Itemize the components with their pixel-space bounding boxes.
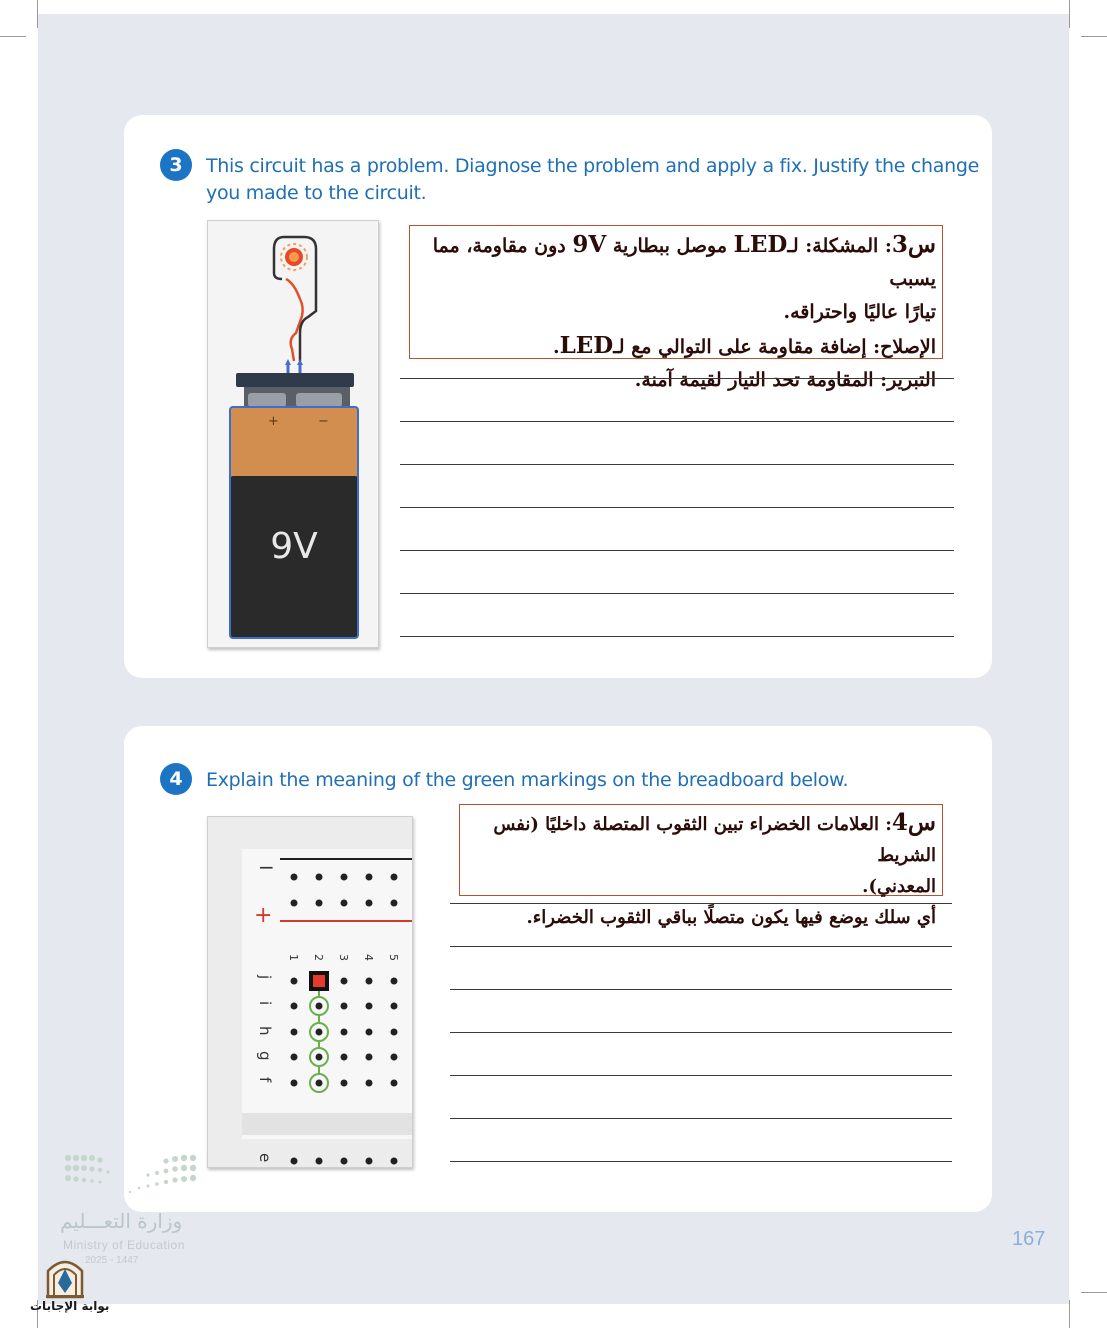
answer-3-line-1: س3: المشكلة: لـLED موصل ببطارية 9V دون مقاومة، مما يسبب [432, 231, 936, 290]
portal-name: بوابة الإجابات [30, 1299, 110, 1313]
answer-3-line-2: تيارًا عاليًا واحتراقه. [783, 301, 936, 323]
battery-voltage-label: 9V [270, 526, 318, 567]
answer-4-line-1: س4: العلامات الخضراء تبين الثقوب المتصلة داخليًا (نفس الشريط [493, 809, 936, 866]
answer-line[interactable] [450, 1118, 952, 1119]
crop-mark [1069, 1300, 1070, 1328]
breadboard-image [207, 816, 413, 1168]
column-number: 2 [312, 954, 325, 961]
question-number-badge: 4 [160, 763, 192, 795]
row-letter: j [256, 975, 274, 980]
answer-line[interactable] [400, 550, 954, 551]
column-number: 4 [362, 954, 375, 961]
crop-mark [1081, 36, 1107, 37]
answer-line[interactable] [450, 1032, 952, 1033]
answer-4-line-2: المعدني). [862, 876, 936, 897]
battery-led-circuit-illustration [208, 221, 378, 647]
battery-minus-label: − [318, 414, 329, 429]
row-letter: g [256, 1051, 274, 1061]
answer-line[interactable] [400, 636, 954, 637]
row-letter: h [256, 1026, 274, 1036]
question-3-answer-box [409, 225, 943, 391]
column-number: 1 [287, 954, 300, 961]
question-number-badge: 3 [160, 149, 192, 181]
answer-line[interactable] [450, 1161, 952, 1162]
row-letter: i [256, 1001, 274, 1006]
ministry-year: 2025 - 1447 [85, 1255, 139, 1266]
answer-line[interactable] [400, 464, 954, 465]
crop-mark [1081, 1292, 1107, 1293]
circuit-image [207, 220, 379, 648]
question-3-text-line-2: you made to the circuit. [206, 182, 427, 204]
breadboard-illustration [208, 817, 412, 1167]
crop-mark [37, 0, 38, 28]
ministry-name-english: Ministry of Education [63, 1238, 185, 1252]
question-3-text-line-1: This circuit has a problem. Diagnose the problem and apply a fix. Justify the change [206, 155, 979, 177]
row-letter: f [256, 1077, 274, 1083]
answer-3-line-4: التبرير: المقاومة تحد التيار لقيمة آمنة. [634, 369, 936, 391]
battery-plus-label: + [268, 414, 279, 429]
question-4-text: Explain the meaning of the green markings on the breadboard below. [206, 769, 849, 791]
answer-line[interactable] [400, 421, 954, 422]
row-letter: e [256, 1153, 274, 1163]
crop-mark [0, 36, 26, 37]
answer-line[interactable] [400, 593, 954, 594]
answer-line[interactable] [400, 507, 954, 508]
rail-minus-label: − [258, 855, 275, 879]
answer-line[interactable] [450, 903, 952, 904]
crop-mark [1069, 0, 1070, 28]
question-4-answer-box [459, 804, 943, 928]
answer-line[interactable] [450, 1075, 952, 1076]
ministry-logo-dots-icon [62, 1152, 202, 1200]
answer-line[interactable] [400, 378, 954, 379]
answer-4-line-3: أي سلك يوضع فيها يكون متصلًا بباقي الثقوب الخضراء. [526, 907, 936, 928]
column-number: 5 [387, 954, 400, 961]
question-3-text [206, 153, 986, 207]
ministry-name-arabic: وزارة التعـــليم [60, 1209, 183, 1233]
question-4-card [124, 726, 992, 1212]
answer-line[interactable] [450, 989, 952, 990]
question-3-card [124, 115, 992, 678]
answer-line[interactable] [450, 946, 952, 947]
column-number: 3 [337, 954, 350, 961]
rail-plus-label: + [254, 903, 273, 928]
page-number: 167 [1012, 1228, 1046, 1250]
answer-3-line-3: الإصلاح: إضافة مقاومة على التوالي مع لـLED. [552, 332, 936, 359]
portal-logo-icon [44, 1255, 86, 1299]
